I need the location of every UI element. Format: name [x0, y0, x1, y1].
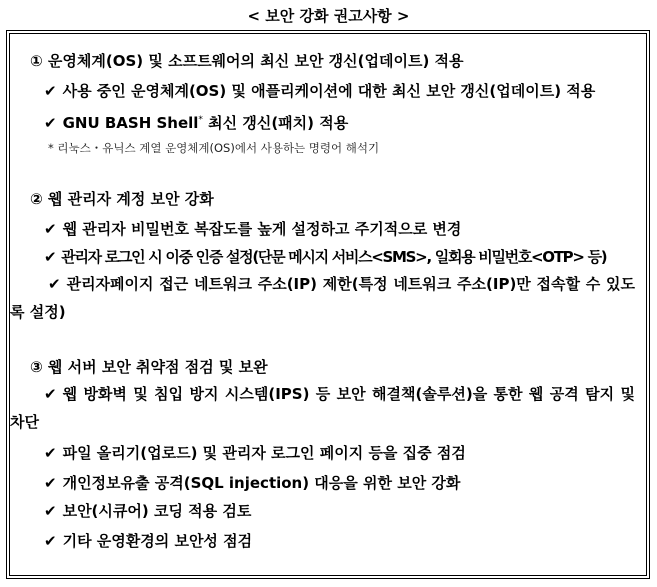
section-heading-os-update: ① 운영체계(OS) 및 소프트웨어의 최신 보안 갱신(업데이트) 적용	[30, 52, 464, 70]
list-item	[44, 80, 595, 101]
list-item-text: 기타 운영환경의 보안성 점검	[62, 532, 253, 550]
check-icon: ✔	[44, 82, 57, 100]
list-item-text: 관리자페이지 접근 네트워크 주소(IP) 제한(특정 네트워크 주소(IP)만 접속할 수 있도록 설정)	[10, 275, 635, 321]
list-item-text: 관리자 로그인 시 이중 인증 설정(단문 메시지 서비스<SMS>, 일회용 비밀번호<OTP> 등)	[61, 248, 607, 266]
list-item	[44, 246, 606, 267]
check-icon: ✔	[44, 114, 57, 132]
section-heading-web-server: ③ 웹 서버 보안 취약점 점검 및 보완	[30, 358, 268, 376]
check-icon: ✔	[44, 220, 57, 238]
check-icon: ✔	[44, 248, 56, 266]
list-item-text: 개인정보유출 공격(SQL injection) 대응을 위한 보안 강화	[62, 474, 461, 492]
page-title: < 보안 강화 권고사항 >	[247, 7, 410, 25]
list-item	[44, 530, 252, 551]
list-item	[44, 218, 461, 239]
list-item-text: 보안(시큐어) 코딩 적용 검토	[62, 502, 252, 520]
list-item-text: 파일 올리기(업로드) 및 관리자 로그인 페이지 등을 집중 점검	[62, 444, 466, 462]
check-icon: ✔	[44, 502, 57, 520]
list-item-text: 웹 방화벽 및 침입 방지 시스템(IPS) 등 보안 해결책(솔루션)을 통한 웹 공격 탐지 및 차단	[10, 385, 635, 431]
list-item-text: GNU BASH Shell	[62, 114, 199, 132]
list-item	[44, 442, 466, 463]
check-icon: ✔	[44, 474, 57, 492]
list-item-text: 사용 중인 운영체계(OS) 및 애플리케이션에 대한 최신 보안 갱신(업데이트) 적용	[62, 82, 596, 100]
list-item	[44, 112, 348, 133]
list-item-text: 웹 관리자 비밀번호 복잡도를 높게 설정하고 주기적으로 변경	[62, 220, 462, 238]
footnote: * 리눅스・유닉스 계열 운영체계(OS)에서 사용하는 명령어 해석기	[48, 141, 380, 155]
list-item-text: 최신 갱신(패치) 적용	[208, 114, 349, 132]
check-icon: ✔	[48, 275, 61, 293]
list-item	[44, 500, 251, 521]
list-item	[44, 472, 460, 493]
list-item	[10, 380, 635, 436]
check-icon: ✔	[44, 444, 57, 462]
section-heading-admin-account: ② 웹 관리자 계정 보안 강화	[30, 190, 214, 208]
footnote-mark: *	[198, 115, 203, 125]
check-icon: ✔	[44, 532, 57, 550]
list-item	[10, 270, 635, 326]
check-icon: ✔	[44, 385, 57, 403]
